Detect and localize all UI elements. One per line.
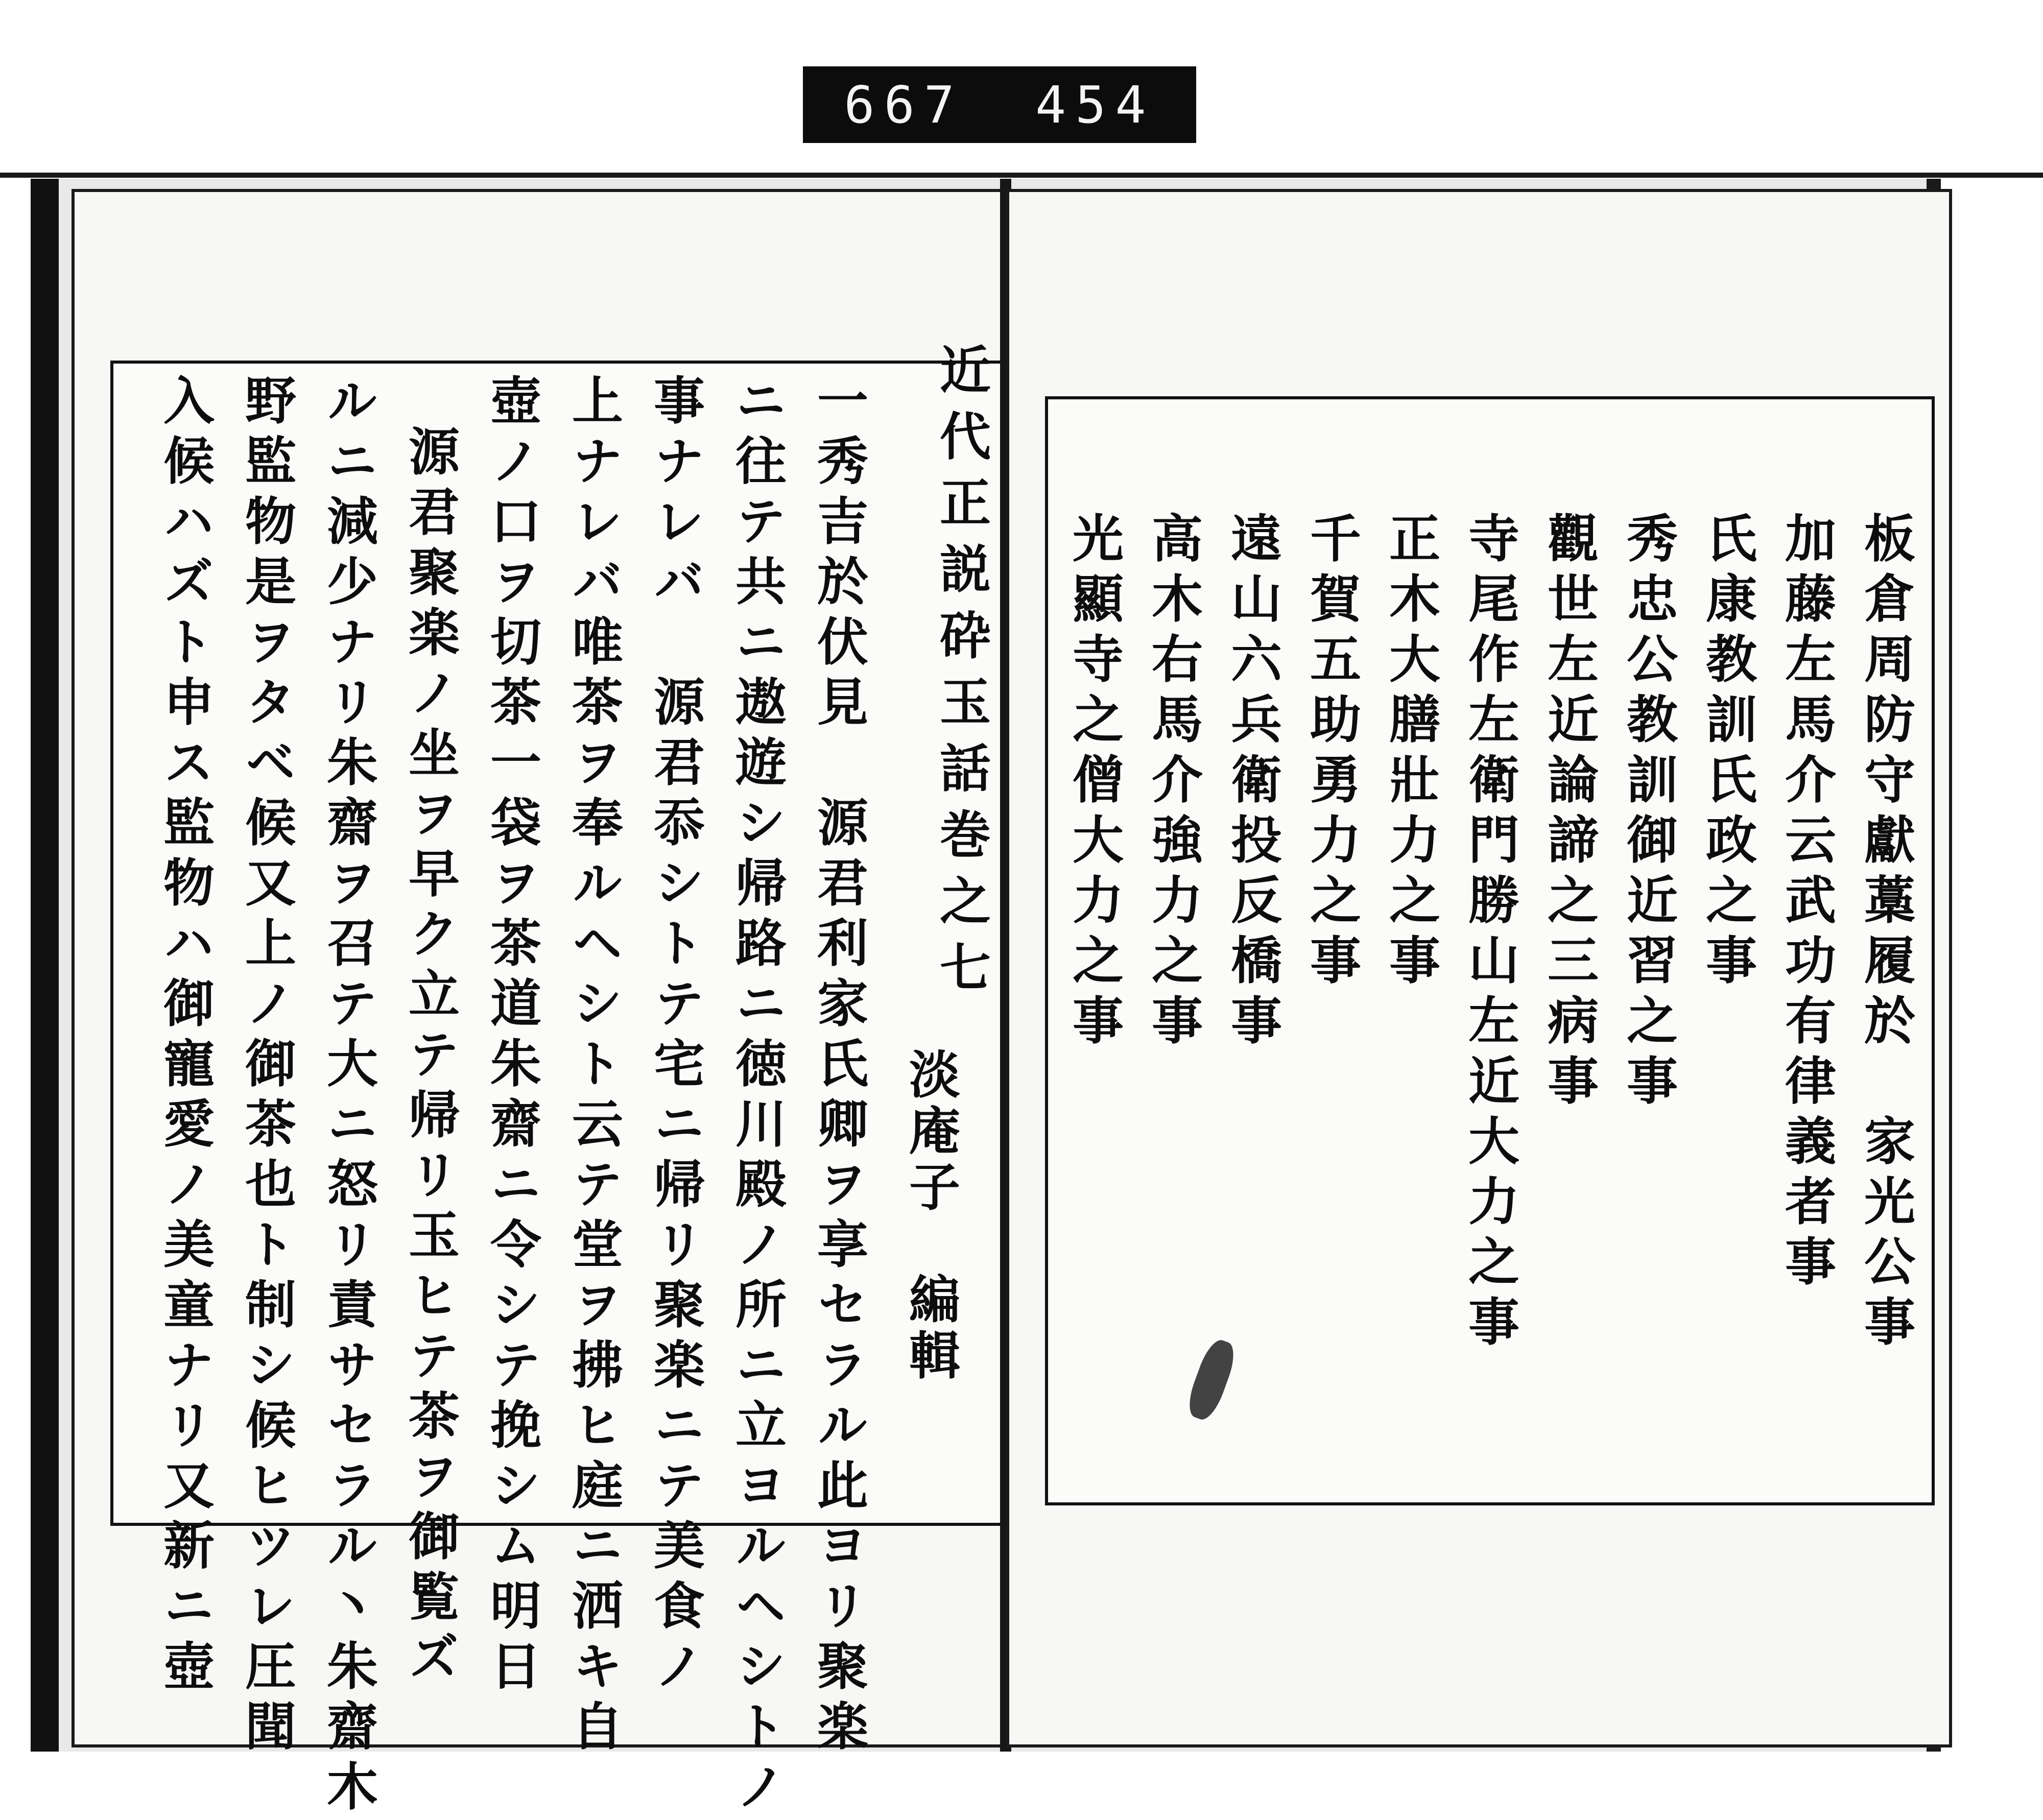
body-column: 一秀吉於伏見 源君利家氏卿ヲ享セラル此ヨリ聚楽 [809,374,869,1760]
left-book-edge [31,179,59,1752]
contents-entry: 正木大膳壯力之事 [1381,512,1441,994]
right-page [1006,189,1952,1747]
body-column: 野監物是ヲタベ候又上ノ御茶也ト制シ候ヒツレ圧聞 [236,374,297,1760]
compiler-credit: 淡庵子 編輯 [900,1048,961,1385]
frame-number-left: 667 [844,75,964,135]
frame-number-right: 454 [1035,75,1155,135]
right-text-frame [1045,396,1935,1505]
body-column: 入候ハズト申ス監物ハ御寵愛ノ美童ナリ又新ニ壺 [155,374,215,1699]
body-column: 上ナレバ唯茶ヲ奉ルヘシト云テ堂ヲ拂ヒ庭ニ洒キ自 [563,374,624,1760]
contents-entry: 高木右馬介強力之事 [1143,512,1203,1054]
volume-title: 近代正説砕玉話巻之七 [931,343,991,1007]
contents-entry: 氏康教訓氏政之事 [1697,512,1757,994]
contents-entry: 板倉周防守獻藁履於 家光公事 [1856,512,1916,1355]
contents-entry: 千賀五助勇力之事 [1301,512,1362,994]
body-column: 源君聚楽ノ坐ヲ早ク立テ帰リ玉ヒテ茶ヲ御覧ズ [400,425,460,1690]
microfilm-frame-number [803,66,1196,143]
contents-entry: 秀忠公教訓御近習之事 [1618,512,1678,1114]
top-divider [0,173,2043,178]
book-spread [31,179,1941,1820]
body-column: ニ往テ共ニ遨遊シ帰路ニ徳川殿ノ所ニ立ヨルヘシトノ [727,374,787,1820]
contents-entry: 寺尾作左衛門勝山左近大力之事 [1460,512,1520,1355]
contents-entry: 加藤左馬介云武功有律義者事 [1776,512,1837,1295]
contents-entry: 觀世左近論諦之三病事 [1539,512,1599,1114]
body-column: 事ナレバ 源君忝シトテ宅ニ帰リ聚楽ニテ美食ノ [645,374,705,1699]
contents-entry: 遠山六兵衛投反橋事 [1222,512,1282,1054]
left-page [72,189,1023,1820]
body-column: 壺ノ口ヲ切茶一袋ヲ茶道朱齋ニ令シテ挽シム明日 [482,374,542,1699]
left-text-frame [110,343,1005,1820]
contents-entry: 光顯寺之僧大力之事 [1064,512,1124,1054]
body-column: ルニ減少ナリ朱齋ヲ召テ大ニ怒リ責サセラル丶朱齋木 [318,374,378,1820]
